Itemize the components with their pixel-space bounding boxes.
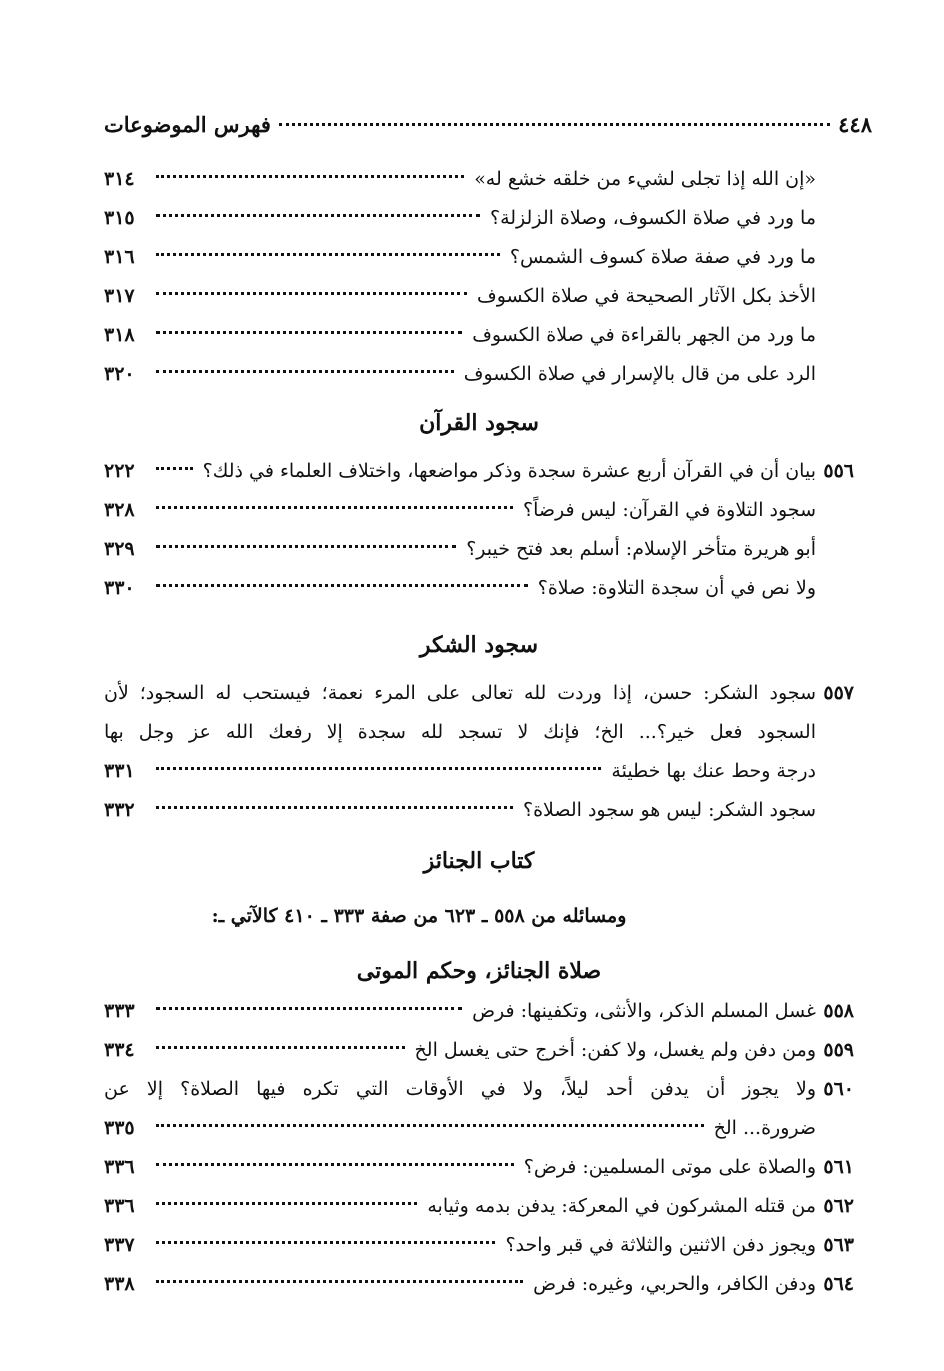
dot-leader xyxy=(156,1163,514,1166)
toc-page-number: ٣٣٠ xyxy=(104,577,135,599)
toc-row xyxy=(104,1187,854,1226)
toc-entry-line xyxy=(104,713,854,752)
section-heading: سجود الشكر xyxy=(419,632,539,658)
toc-entry-text: ويجوز دفن الاثنين والثلاثة في قبر واحد؟ xyxy=(505,1234,816,1256)
dot-leader xyxy=(156,767,601,770)
toc-row xyxy=(104,569,854,608)
toc-entry-text: السجود فعل خير؟... الخ؛ فإنك لا تسجد لله سجدة إلا رفعك الله عز وجل بها xyxy=(104,721,816,743)
toc-page-number: ٣٢٠ xyxy=(104,363,135,385)
toc-section-salat-janaiz xyxy=(104,992,854,1304)
entry-number: ٥٥٧ xyxy=(823,682,854,704)
toc-entry-text: ما ورد في صفة صلاة كسوف الشمس؟ xyxy=(509,246,816,268)
toc-entry-text: ما ورد في صلاة الكسوف، وصلاة الزلزلة؟ xyxy=(490,207,816,229)
toc-row xyxy=(104,1109,854,1148)
toc-page-number: ٣٣٣ xyxy=(104,1000,135,1022)
dot-leader xyxy=(156,253,500,256)
entry-number: ٥٦٤ xyxy=(823,1273,854,1295)
entry-number: ٥٦١ xyxy=(823,1156,854,1178)
toc-row xyxy=(104,199,854,238)
dot-leader xyxy=(156,1280,523,1283)
toc-page-number: ٣٣٤ xyxy=(104,1039,135,1061)
dot-leader xyxy=(156,175,464,178)
dot-leader xyxy=(156,584,528,587)
toc-entry-text: غسل المسلم الذكر، والأنثى، وتكفينها: فرض xyxy=(472,1000,816,1022)
toc-entry-text: ومن دفن ولم يغسل، ولا كفن: أخرج حتى يغسل الخ xyxy=(414,1039,816,1061)
toc-page-number: ٣٢٩ xyxy=(104,538,135,560)
dot-leader xyxy=(156,370,454,373)
toc-entry-text: ولا نص في أن سجدة التلاوة: صلاة؟ xyxy=(537,577,816,599)
entry-number: ٥٥٦ xyxy=(823,460,854,482)
dot-leader xyxy=(156,292,467,295)
toc-page-number: ٣١٤ xyxy=(104,168,135,190)
toc-entry-line xyxy=(104,1070,854,1109)
toc-page-number: ٢٢٢ xyxy=(104,460,135,482)
toc-entry-line xyxy=(104,674,854,713)
toc-page-number: ٣٣١ xyxy=(104,760,135,782)
dot-leader xyxy=(156,1202,417,1205)
dot-leader xyxy=(156,806,513,809)
toc-entry-text: والصلاة على موتى المسلمين: فرض؟ xyxy=(523,1156,816,1178)
entry-number: ٥٦٢ xyxy=(823,1195,854,1217)
page-header xyxy=(104,112,872,137)
toc-group-kusuf xyxy=(104,160,854,394)
toc-page-number: ٣٣٢ xyxy=(104,799,135,821)
toc-page-number: ٣٢٨ xyxy=(104,499,135,521)
toc-row xyxy=(104,238,854,277)
toc-entry-text: ولا يجوز أن يدفن أحد ليلاً، ولا في الأوقات التي تكره فيها الصلاة؟ إلا عن xyxy=(104,1078,816,1100)
dot-leader xyxy=(156,1124,704,1127)
toc-page-number: ٣٣٧ xyxy=(104,1234,135,1256)
toc-entry-text: سجود الشكر: ليس هو سجود الصلاة؟ xyxy=(522,799,816,821)
toc-entry-text: أبو هريرة متأخر الإسلام: أسلم بعد فتح خيبر؟ xyxy=(466,538,816,560)
toc-entry-text: سجود التلاوة في القرآن: ليس فرضاً؟ xyxy=(523,499,816,521)
dot-leader xyxy=(156,467,193,470)
entry-number: ٥٦٣ xyxy=(823,1234,854,1256)
book-heading: كتاب الجنائز xyxy=(423,848,535,874)
toc-page-number: ٣٣٦ xyxy=(104,1195,135,1217)
toc-page-number: ٣١٦ xyxy=(104,246,135,268)
toc-entry-text: الأخذ بكل الآثار الصحيحة في صلاة الكسوف xyxy=(477,285,816,307)
toc-row xyxy=(104,1226,854,1265)
toc-page-number: ٣٣٦ xyxy=(104,1156,135,1178)
toc-row xyxy=(104,491,854,530)
section-heading: سجود القرآن xyxy=(419,410,539,436)
dot-leader xyxy=(156,545,456,548)
toc-row xyxy=(104,277,854,316)
toc-book-janaiz xyxy=(104,832,854,1000)
toc-row xyxy=(104,1148,854,1187)
toc-page-number: ٣٣٨ xyxy=(104,1273,135,1295)
toc-page-number: ٣٣٥ xyxy=(104,1117,135,1139)
toc-row xyxy=(104,1265,854,1304)
toc-row xyxy=(104,791,854,830)
entry-number: ٥٥٨ xyxy=(823,1000,854,1022)
toc-row xyxy=(104,992,854,1031)
page-number: ٤٤٨ xyxy=(838,112,872,137)
toc-entry-text: الرد على من قال بالإسرار في صلاة الكسوف xyxy=(463,363,816,385)
toc-entry-text: ودفن الكافر، والحربي، وغيره: فرض xyxy=(533,1273,816,1295)
dot-leader xyxy=(156,1046,405,1049)
toc-entry-text: من قتله المشركون في المعركة: يدفن بدمه وثيابه xyxy=(427,1195,816,1217)
dot-leader xyxy=(156,1007,462,1010)
toc-row xyxy=(104,160,854,199)
toc-entry-text: سجود الشكر: حسن، إذا وردت لله تعالى على المرء نعمة؛ فيستحب له السجود؛ لأن xyxy=(104,682,816,704)
toc-row xyxy=(104,1031,854,1070)
toc-section-sujud-quran xyxy=(104,394,854,608)
header-leader xyxy=(279,123,830,126)
toc-page-number: ٣١٨ xyxy=(104,324,135,346)
toc-page-number: ٣١٥ xyxy=(104,207,135,229)
toc-row xyxy=(104,316,854,355)
dot-leader xyxy=(156,214,480,217)
running-title: فهرس الموضوعات xyxy=(104,112,271,137)
dot-leader xyxy=(156,1241,495,1244)
book-intro: ومسائله من ٥٥٨ ـ ٦٢٣ من صفة ٣٣٣ ـ ٤١٠ كالآتي ـ: xyxy=(211,905,627,927)
entry-number: ٥٦٠ xyxy=(823,1078,854,1100)
toc-row xyxy=(104,530,854,569)
toc-row xyxy=(104,752,854,791)
toc-page-number: ٣١٧ xyxy=(104,285,135,307)
entry-number: ٥٥٩ xyxy=(823,1039,854,1061)
toc-entry-text: بيان أن في القرآن أربع عشرة سجدة وذكر مواضعها، واختلاف العلماء في ذلك؟ xyxy=(202,460,816,482)
toc-row xyxy=(104,452,854,491)
section-heading: صلاة الجنائز، وحكم الموتى xyxy=(356,958,602,984)
toc-entry-text: ما ورد من الجهر بالقراءة في صلاة الكسوف xyxy=(472,324,816,346)
dot-leader xyxy=(156,506,513,509)
toc-row xyxy=(104,355,854,394)
toc-section-sujud-shukr xyxy=(104,616,854,830)
toc-entry-text: درجة وحط عنك بها خطيئة xyxy=(611,760,816,782)
toc-entry-text: «إن الله إذا تجلى لشيء من خلقه خشع له» xyxy=(474,168,816,190)
toc-entry-text: ضرورة... الخ xyxy=(713,1117,816,1139)
dot-leader xyxy=(156,331,462,334)
